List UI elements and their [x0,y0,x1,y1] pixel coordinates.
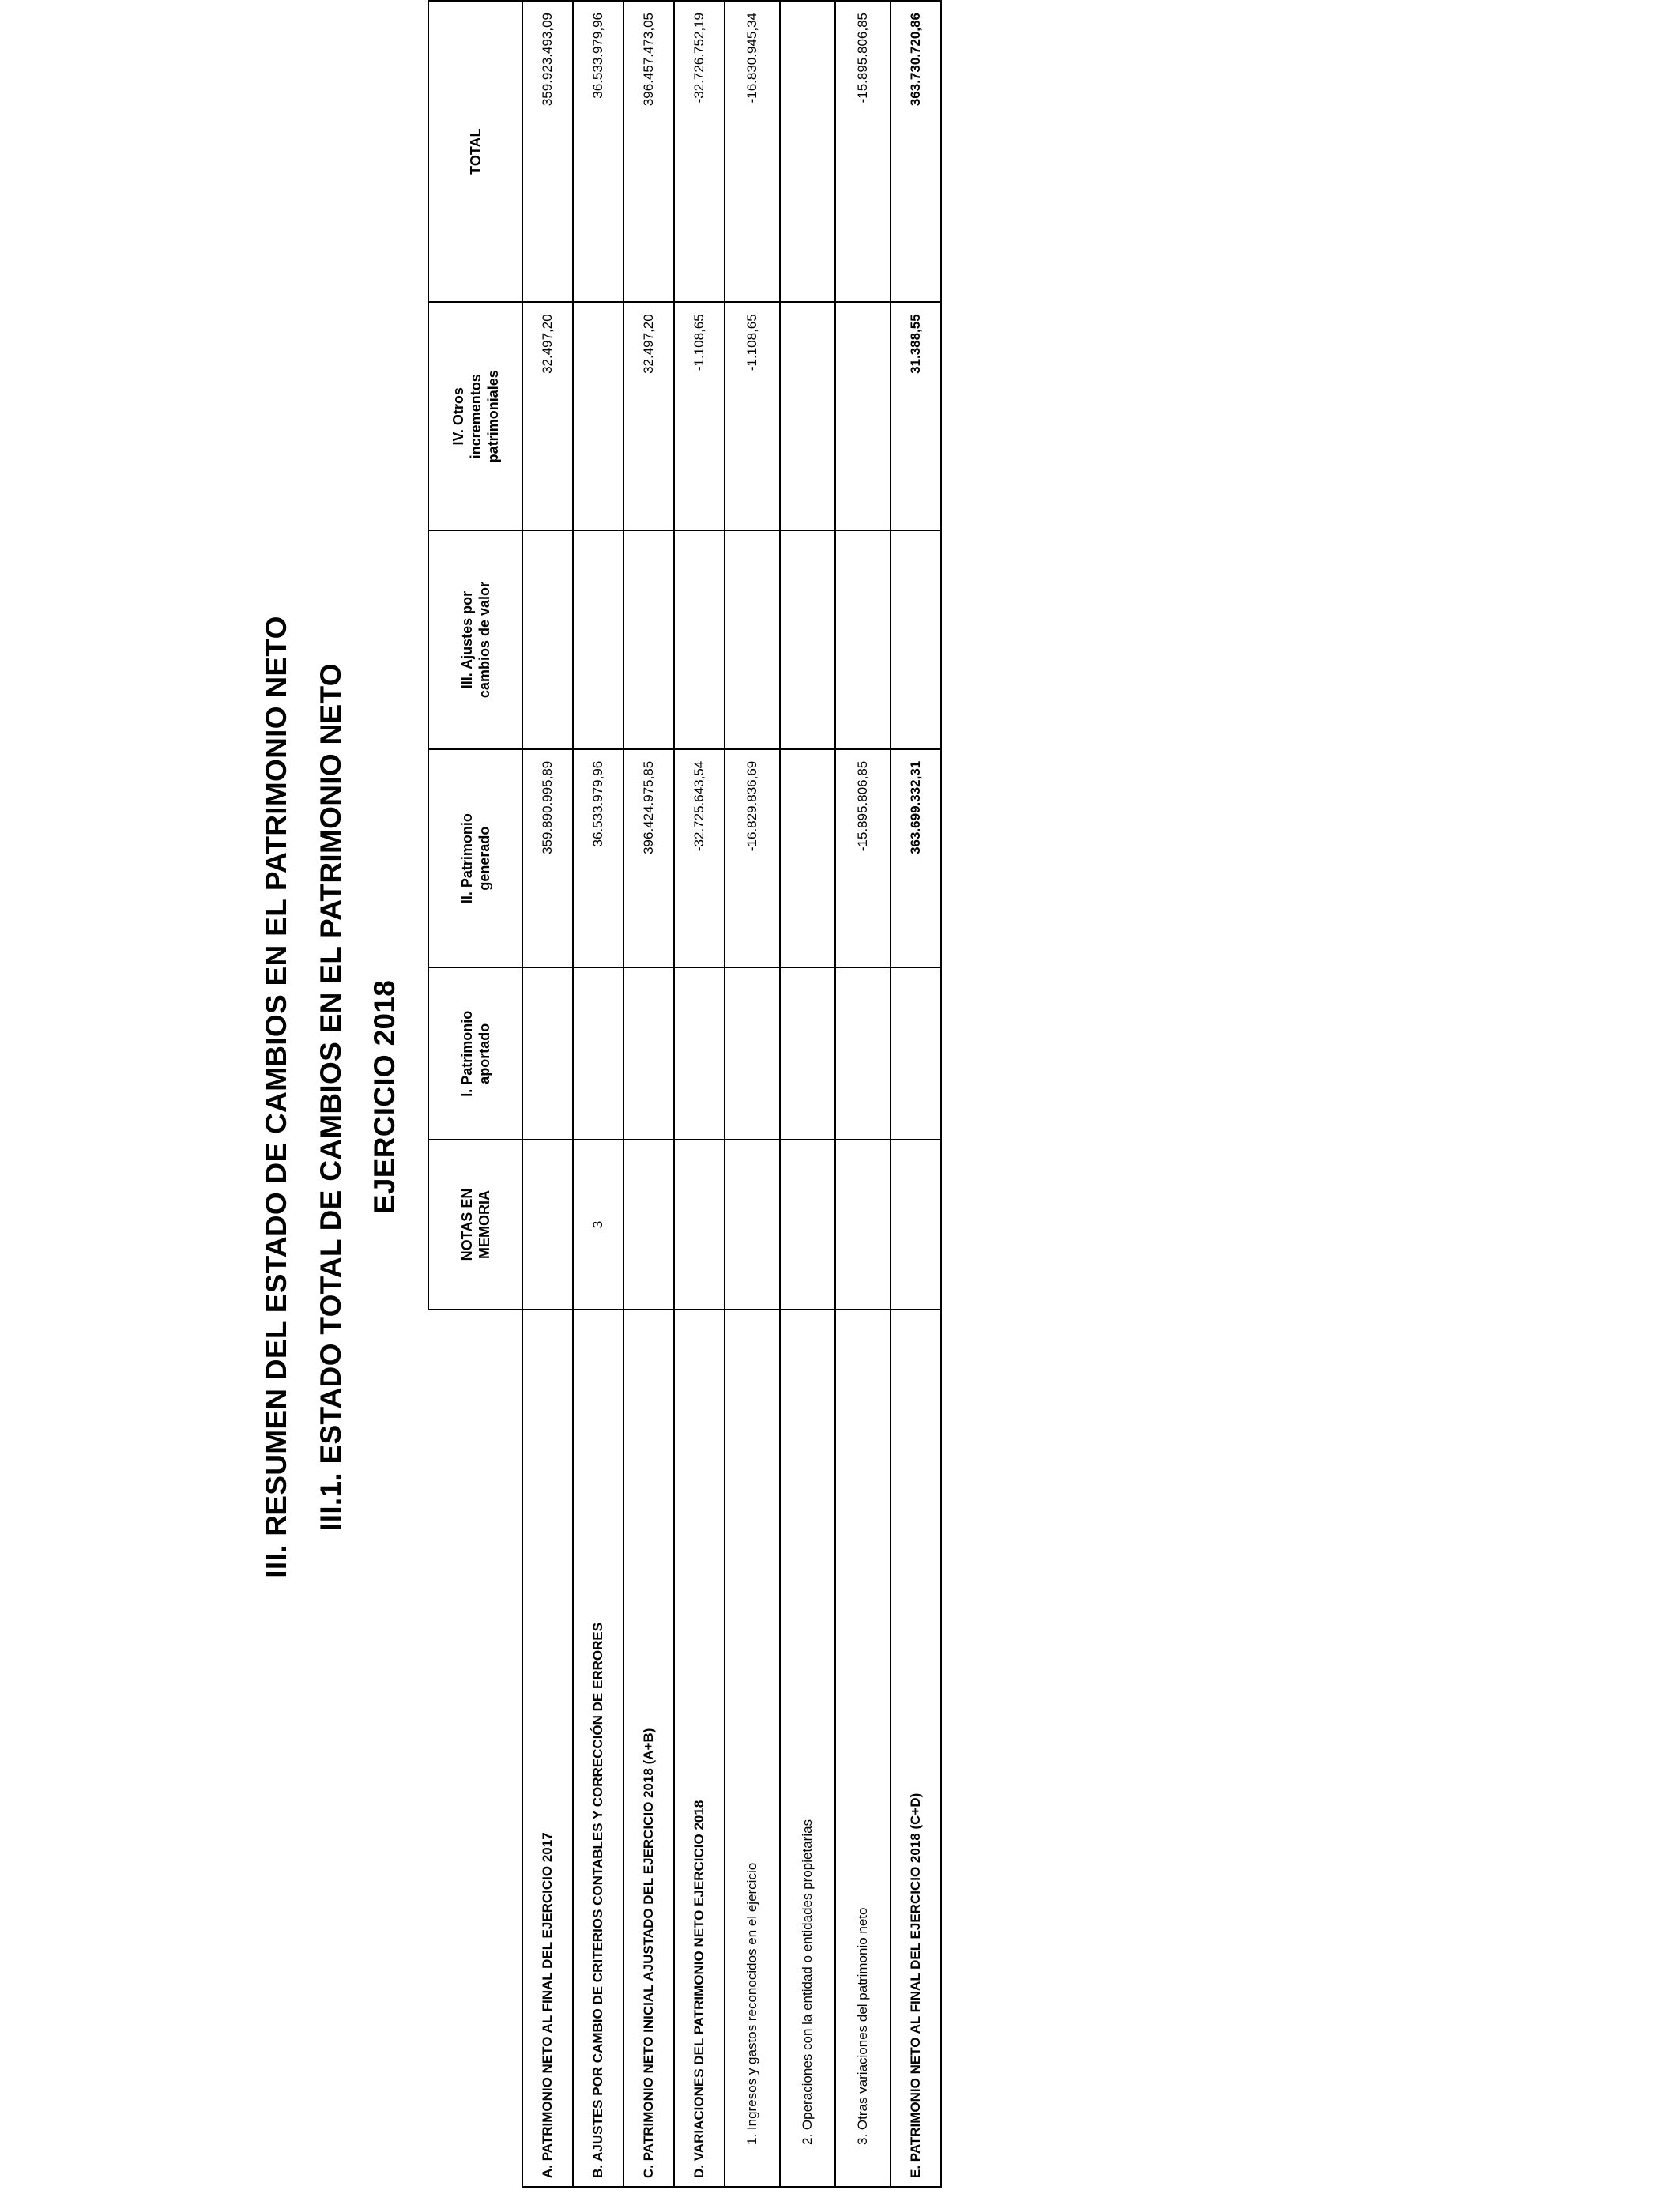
row-concept: C. PATRIMONIO NETO INICIAL AJUSTADO DEL EJERCICIO 2018 (A+B) [623,1310,674,2187]
row-notas [780,1140,835,1310]
row-concept: B. AJUSTES POR CAMBIO DE CRITERIOS CONTABLES Y CORRECCIÓN DE ERRORES [573,1310,623,2187]
row-otros [573,302,623,530]
row-concept: E. PATRIMONIO NETO AL FINAL DEL EJERCICIO 2018 (C+D) [891,1310,941,2187]
row-generado: -16.829.836,69 [725,749,780,968]
header-aportado: I. Patrimonio aportado [428,967,522,1140]
section-title: III.1. ESTADO TOTAL DE CAMBIOS EN EL PATRIMONIO NETO [315,663,347,1531]
table-row [780,1,835,2187]
row-aportado [674,967,725,1140]
row-notas [835,1140,891,1310]
row-notas [891,1140,941,1310]
header-notas: NOTAS EN MEMORIA [428,1140,522,1310]
row-otros: 32.497,20 [522,302,573,530]
row-total: -32.726.752,19 [674,1,725,302]
row-total: -15.895.806,85 [835,1,891,302]
row-notas: 3 [573,1140,623,1310]
row-generado: 396.424.975,85 [623,749,674,968]
row-otros: -1.108,65 [674,302,725,530]
row-ajustes [725,530,780,748]
row-total: 359.923.493,09 [522,1,573,302]
row-otros: 32.497,20 [623,302,674,530]
header-total: TOTAL [428,1,522,302]
row-total: 363.730.720,86 [891,1,941,302]
row-aportado [835,967,891,1140]
table-row [573,1,623,2187]
row-concept: 1. Ingresos y gastos reconocidos en el ejercicio [725,1310,780,2187]
row-otros [780,302,835,530]
row-concept: 3. Otras variaciones del patrimonio neto [835,1310,891,2187]
header-otros: IV. Otros incrementos patrimoniales [428,302,522,530]
row-ajustes [674,530,725,748]
table-header-row [428,1,522,2187]
row-ajustes [780,530,835,748]
row-aportado [573,967,623,1140]
table-row [522,1,573,2187]
row-concept: D. VARIACIONES DEL PATRIMONIO NETO EJERCICIO 2018 [674,1310,725,2187]
row-otros [835,302,891,530]
table-row [674,1,725,2187]
row-ajustes [891,530,941,748]
row-total: -16.830.945,34 [725,1,780,302]
table-row [835,1,891,2187]
row-notas [674,1140,725,1310]
row-generado: -32.725.643,54 [674,749,725,968]
row-aportado [725,967,780,1140]
row-aportado [623,967,674,1140]
table-row [891,1,941,2187]
header-corner [428,1310,522,2187]
row-otros: -1.108,65 [725,302,780,530]
fiscal-year-title: EJERCICIO 2018 [368,979,401,1215]
row-ajustes [573,530,623,748]
row-ajustes [835,530,891,748]
row-aportado [780,967,835,1140]
row-total: 36.533.979,96 [573,1,623,302]
row-generado: 363.699.332,31 [891,749,941,968]
row-notas [725,1140,780,1310]
header-generado: II. Patrimonio generado [428,749,522,968]
table-row [623,1,674,2187]
row-total: 396.457.473,05 [623,1,674,302]
row-otros: 31.388,55 [891,302,941,530]
row-aportado [891,967,941,1140]
row-notas [522,1140,573,1310]
row-generado [780,749,835,968]
row-generado: 359.890.995,89 [522,749,573,968]
row-ajustes [623,530,674,748]
equity-changes-table [428,0,942,2188]
row-concept: 2. Operaciones con la entidad o entidades propietarias [780,1310,835,2187]
row-ajustes [522,530,573,748]
row-total [780,1,835,302]
table-row [725,1,780,2187]
row-generado: 36.533.979,96 [573,749,623,968]
row-notas [623,1140,674,1310]
page-title: III. RESUMEN DEL ESTADO DE CAMBIOS EN EL PATRIMONIO NETO [260,616,292,1578]
row-concept: A. PATRIMONIO NETO AL FINAL DEL EJERCICIO 2017 [522,1310,573,2187]
header-ajustes: III. Ajustes por cambios de valor [428,530,522,748]
row-aportado [522,967,573,1140]
row-generado: -15.895.806,85 [835,749,891,968]
